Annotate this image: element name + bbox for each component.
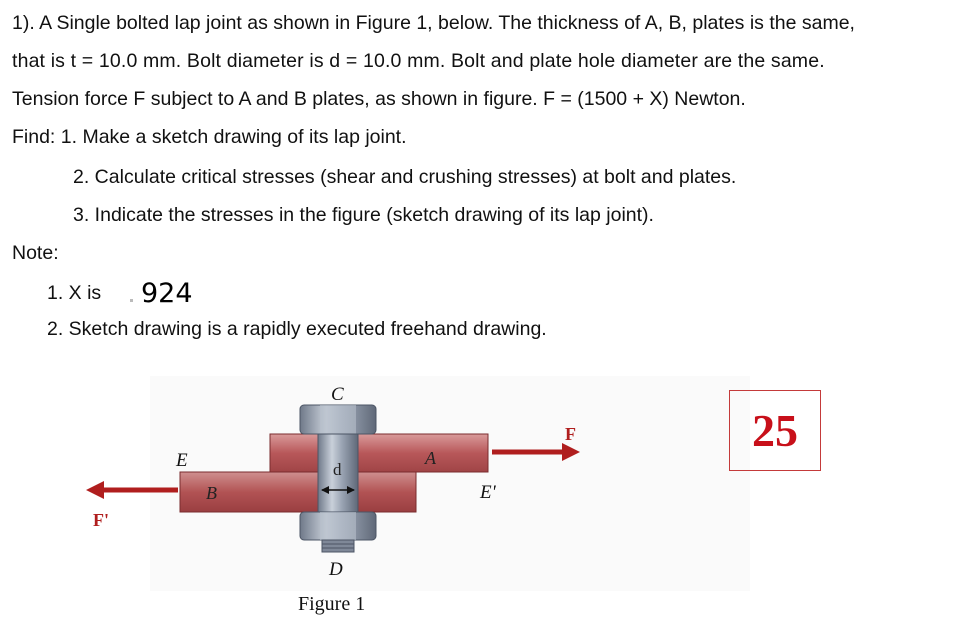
problem-line-1: 1). A Single bolted lap joint as shown in Figure 1, below. The thickness of A, B, plates is the same,	[12, 12, 855, 34]
figure-caption: Figure 1	[298, 593, 366, 615]
label-b: B	[206, 483, 217, 503]
x-value: 924	[141, 278, 193, 309]
find-item-2: 2. Calculate critical stresses (shear and crushing stresses) at bolt and plates.	[73, 166, 737, 188]
label-d: d	[333, 460, 342, 479]
note-item-2: 2. Sketch drawing is a rapidly executed freehand drawing.	[47, 318, 547, 340]
score-box	[729, 390, 821, 471]
bolt-thread-end	[322, 540, 354, 552]
note-title: Note:	[12, 242, 59, 264]
label-a: A	[425, 448, 436, 468]
label-f-prime: F'	[93, 510, 109, 530]
problem-line-2: that is t = 10.0 mm. Bolt diameter is d = 10.0 mm. Bolt and plate hole diameter are the same.	[12, 50, 825, 72]
label-c: C	[331, 384, 344, 405]
find-item-1: Find: 1. Make a sketch drawing of its lap joint.	[12, 126, 407, 148]
label-f: F	[565, 424, 576, 444]
score-value: 25	[752, 405, 798, 456]
label-d-bottom: D	[329, 559, 343, 580]
label-e: E	[176, 450, 188, 471]
plate-a	[270, 434, 488, 472]
note-item-1-label: 1. X is	[47, 282, 102, 304]
label-e-prime: E'	[480, 482, 496, 503]
force-arrow-f-prime-head	[86, 481, 104, 499]
problem-line-3: Tension force F subject to A and B plates, as shown in figure. F = (1500 + X) Newton.	[12, 88, 746, 110]
find-item-3: 3. Indicate the stresses in the figure (sketch drawing of its lap joint).	[73, 204, 654, 226]
